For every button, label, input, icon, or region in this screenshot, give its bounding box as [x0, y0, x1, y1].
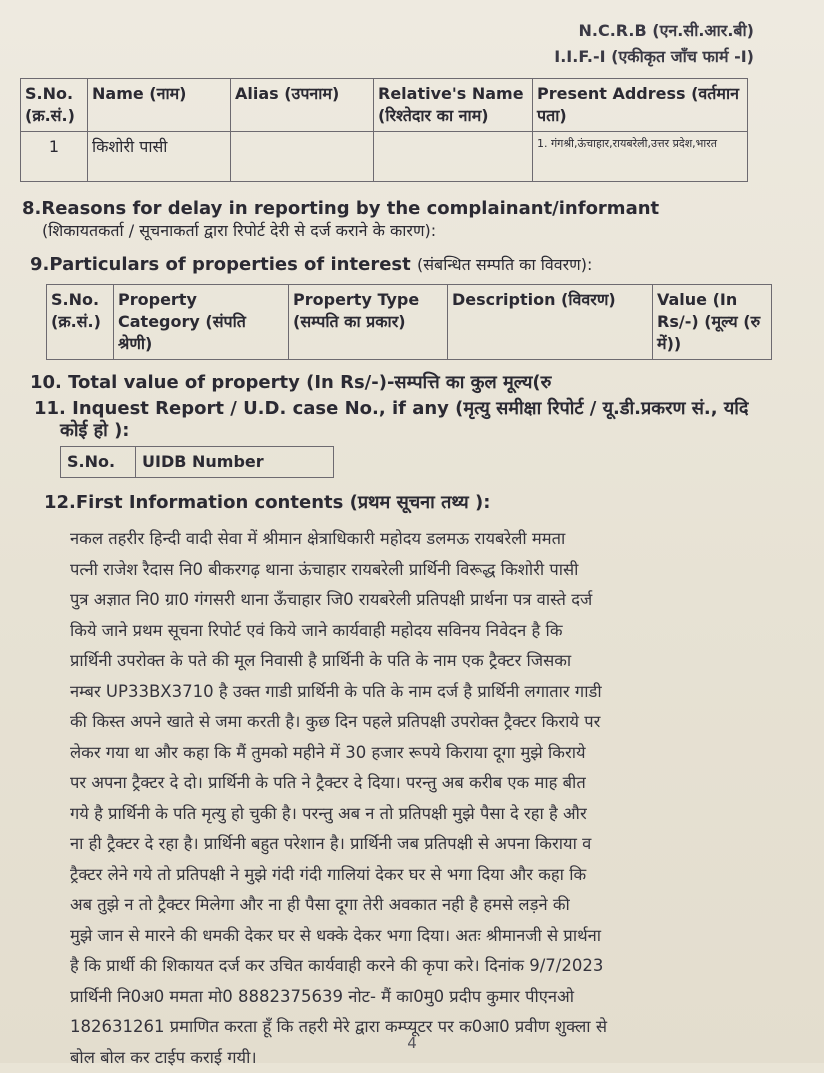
section-11-title-cont: कोई हो ):: [34, 420, 749, 442]
section-12-title: 12.First Information contents (प्रथम सूचना तथ्य ):: [44, 492, 490, 514]
section-9: [30, 254, 592, 276]
col-type: Property Type (सम्पति का प्रकार): [289, 285, 448, 360]
fir-line: किये जाने प्रथम सूचना रिपोर्ट एवं किये जाने कार्यवाही महोदय सविनय निवेदन है कि: [70, 616, 770, 647]
fir-line: नम्बर UP33BX3710 है उक्त गाडी प्रार्थिनी के पति के नाम दर्ज है प्रार्थिनी लगातार गाडी: [70, 677, 770, 708]
col-value: Value (In Rs/-) (मूल्य (रु में)): [653, 285, 772, 360]
ncrb-label: N.C.R.B (एन.सी.आर.बी): [554, 18, 754, 44]
fir-line: पर अपना ट्रैक्टर दे दो। प्रार्थिनी के पति ने ट्रैक्टर दे दिया। परन्तु अब करीब एक माह बीत: [70, 768, 770, 799]
accused-table-header: [21, 79, 748, 132]
cell-sno: 1: [21, 132, 88, 182]
fir-line: ट्रैक्टर लेने गये तो प्रतिपक्षी ने मुझे गंदी गंदी गालियां देकर घर से भगा दिया और कहा कि: [70, 860, 770, 891]
fir-line: पुत्र अज्ञात नि0 ग्रा0 गंगसरी थाना ऊँचाहार जि0 रायबरेली प्रतिपक्षी प्रार्थना पत्र वास्ते दर्ज: [70, 585, 770, 616]
section-9-title: 9.Particulars of properties of interest: [30, 254, 411, 275]
col-alias: Alias (उपनाम): [231, 79, 374, 132]
section-8-subtitle: (शिकायतकर्ता / सूचनाकर्ता द्वारा रिपोर्ट देरी से दर्ज कराने के कारण):: [22, 220, 659, 242]
cell-name: किशोरी पासी: [88, 132, 231, 182]
properties-table: [46, 284, 772, 360]
col-relative: Relative's Name (रिश्तेदार का नाम): [374, 79, 533, 132]
section-8-title: 8.Reasons for delay in reporting by the complainant/informant: [22, 198, 659, 220]
cell-address: 1. गंगश्री,ऊंचाहार,रायबरेली,उत्तर प्रदेश,भारत: [533, 132, 748, 182]
section-10-title: 10. Total value of property (In Rs/-)-सम्पत्ति का कुल मूल्य(रु: [30, 372, 551, 394]
fir-line: गये है प्रार्थिनी के पति मृत्यु हो चुकी है। परन्तु अब न तो प्रतिपक्षी मुझे पैसा दे रहा है और: [70, 799, 770, 830]
fir-contents: [70, 524, 770, 1073]
table-row: [21, 132, 748, 182]
fir-line: अब तुझे न तो ट्रैक्टर मिलेगा और ना ही पैसा दूगा तेरी अवकात नही है हमसे लड़ने की: [70, 890, 770, 921]
col-name: Name (नाम): [88, 79, 231, 132]
col-description: Description (विवरण): [448, 285, 653, 360]
section-11-title: 11. Inquest Report / U.D. case No., if any (मृत्यु समीक्षा रिपोर्ट / यू.डी.प्रकरण सं., यदि: [34, 398, 749, 420]
fir-line: लेकर गया था और कहा कि मैं तुमको महीने में 30 हजार रूपये किराया दूगा मुझे किराये: [70, 738, 770, 769]
properties-table-header: [47, 285, 772, 360]
col-sno: S.No. (क्र.सं.): [21, 79, 88, 132]
fir-line: नकल तहरीर हिन्दी वादी सेवा में श्रीमान क्षेत्राधिकारी महोदय डलमऊ रायबरेली ममता: [70, 524, 770, 555]
inquest-table-header: [61, 447, 334, 478]
section-9-subtitle: (संबन्धित सम्पति का विवरण):: [417, 255, 592, 274]
fir-line: है कि प्रार्थी की शिकायत दर्ज कर उचित कार्यवाही करने की कृपा करे। दिनांक 9/7/2023: [70, 951, 770, 982]
inquest-table: [60, 446, 334, 478]
fir-line: प्रार्थिनी उपरोक्त के पते की मूल निवासी है प्रार्थिनी के पति के नाम एक ट्रैक्टर जिसका: [70, 646, 770, 677]
fir-line: 182631261 प्रमाणित करता हूँ कि तहरी मेरे द्वारा कम्प्यूटर पर क0आ0 प्रवीण शुक्ला से: [70, 1012, 770, 1043]
fir-line: पत्नी राजेश रैदास नि0 बीकरगढ़ थाना ऊंचाहार रायबरेली प्रार्थिनी विरूद्ध किशोरी पासी: [70, 555, 770, 586]
page-number: 4: [0, 1034, 824, 1052]
fir-line: बोल बोल कर टाईप कराई गयी।: [70, 1043, 770, 1073]
section-8: [22, 198, 659, 242]
col-address: Present Address (वर्तमान पता): [533, 79, 748, 132]
fir-line: ना ही ट्रैक्टर दे रहा है। प्रार्थिनी बहुत परेशान है। प्रार्थिनी जब प्रतिपक्षी से अपना किराया व: [70, 829, 770, 860]
form-header: [554, 18, 754, 70]
fir-line: मुझे जान से मारने की धमकी देकर घर से धक्के देकर भगा दिया। अतः श्रीमानजी से प्रार्थना: [70, 921, 770, 952]
iif-label: I.I.F.-I (एकीकृत जाँच फार्म -I): [554, 44, 754, 70]
col-category: Property Category (संपति श्रेणी): [114, 285, 289, 360]
col-sno: S.No. (क्र.सं.): [47, 285, 114, 360]
fir-line: की किस्त अपने खाते से जमा करती है। कुछ दिन पहले प्रतिपक्षी उपरोक्त ट्रैक्टर किराये पर: [70, 707, 770, 738]
section-11: [34, 398, 749, 442]
col-uidb: UIDB Number: [136, 447, 334, 478]
accused-table: [20, 78, 748, 182]
cell-relative: [374, 132, 533, 182]
col-sno: S.No.: [61, 447, 136, 478]
fir-line: प्रार्थिनी नि0अ0 ममता मो0 8882375639 नोट- मैं का0मु0 प्रदीप कुमार पीएनओ: [70, 982, 770, 1013]
cell-alias: [231, 132, 374, 182]
